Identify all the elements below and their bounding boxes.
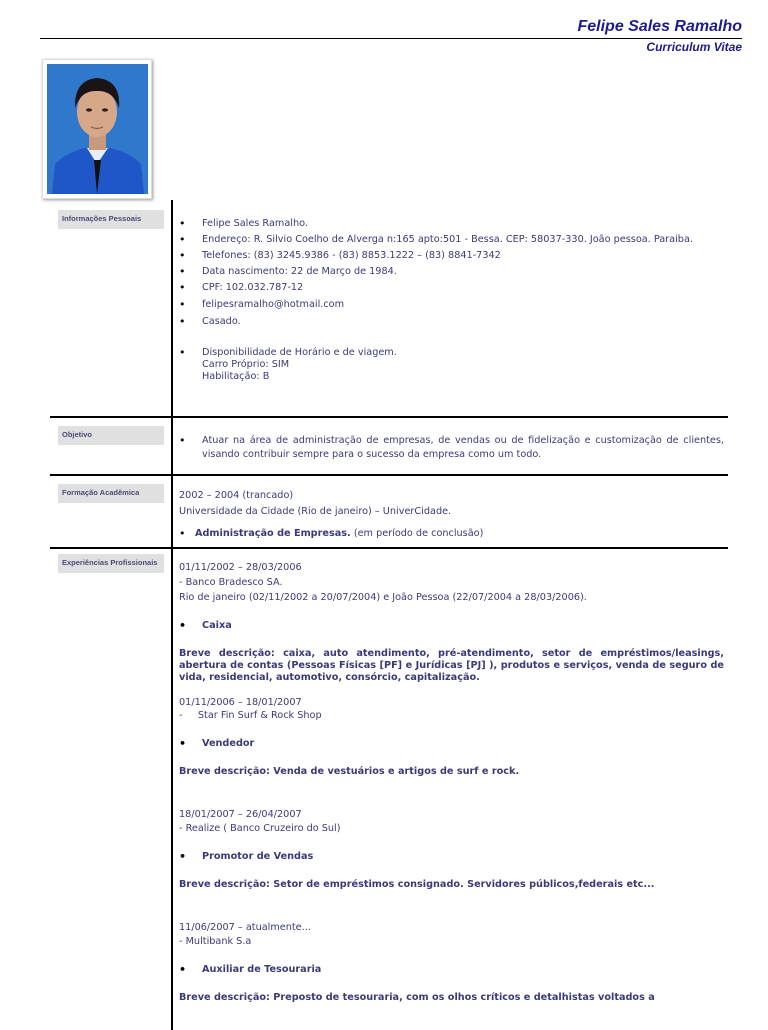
job-description: Breve descrição: Setor de empréstimos consignado. Servidores públicos,federais etc... (179, 879, 655, 890)
job-period: 18/01/2007 – 26/04/2007 (179, 809, 302, 820)
personal-email: • felipesramalho@hotmail.com (179, 299, 724, 311)
education-school: Universidade da Cidade (Rio de janeiro) – UniverCidade. (179, 506, 452, 517)
section-divider (50, 547, 728, 549)
personal-cpf: • CPF: 102.032.787-12 (179, 282, 724, 294)
vertical-divider (171, 200, 173, 1030)
resume-subtitle: Curriculum Vitae (646, 40, 742, 54)
job-role: • Promotor de Vendas (179, 851, 724, 863)
personal-info-section (179, 218, 724, 383)
license-line: Habilitação: B (202, 371, 270, 382)
personal-availability (179, 347, 724, 383)
experience-section (179, 562, 724, 1004)
job-company: - Multibank S.a (179, 936, 252, 947)
job-description: Breve descrição: Preposto de tesouraria, com os olhos críticos e detalhistas voltados a (179, 992, 655, 1003)
education-course-item (179, 528, 724, 540)
job-period: 01/11/2006 – 18/01/2007 (179, 697, 302, 708)
section-divider (50, 416, 728, 418)
section-label-experience: Experiências Profissionais (58, 554, 164, 573)
objective-section (179, 434, 724, 462)
personal-address: • Endereço: R. Silvio Coelho de Alverga n:165 apto:501 - Bessa. CEP: 58037-330. João pessoa. Paraiba. (179, 234, 724, 246)
personal-marital-status: • Casado. (179, 316, 724, 328)
availability-line: • Disponibilidade de Horário e de viagem. (202, 347, 397, 358)
section-label-education: Formação Acadêmica (58, 484, 164, 503)
job-role: • Vendedor (179, 738, 724, 750)
objective-text: • Atuar na área de administração de empresas, de vendas ou de fidelização e customização de clientes, visando contribuir sempre para o sucesso da empresa como um todo. (179, 434, 724, 462)
education-course: Administração de Empresas. (195, 528, 351, 539)
job-description: Breve descrição: caixa, auto atendimento, pré-atendimento, setor de empréstimos/leasings, abertura de contas (Pessoas Físicas [PF] e Jurídicas [PJ] ), produtos e serviços, venda de seguro de vida, residencial, automotivo, consórcio, capitalização. (179, 648, 724, 683)
education-section (179, 490, 724, 540)
personal-phones: • Telefones: (83) 3245.9386 - (83) 8853.1222 – (83) 8841-7342 (179, 250, 724, 262)
job-description: Breve descrição: Venda de vestuários e artigos de surf e rock. (179, 766, 520, 777)
resume-name: Felipe Sales Ramalho (577, 18, 742, 35)
section-divider (50, 474, 728, 476)
profile-photo (42, 59, 152, 199)
job-company: - Banco Bradesco SA. (179, 577, 283, 588)
job-role: • Caixa (179, 620, 724, 632)
header-divider (40, 38, 742, 39)
job-location: Rio de janeiro (02/11/2002 a 20/07/2004) e João Pessoa (22/07/2004 a 28/03/2006). (179, 592, 587, 603)
section-label-personal: Informações Pessoais (58, 210, 164, 229)
section-label-objective: Objetivo (58, 426, 164, 445)
personal-name: • Felipe Sales Ramalho. (179, 218, 724, 230)
job-role: • Auxiliar de Tesouraria (179, 964, 724, 976)
education-course-note: (em período de conclusão) (353, 528, 484, 539)
job-company: - Realize ( Banco Cruzeiro do Sul) (179, 823, 341, 834)
job-period: 11/06/2007 – atualmente... (179, 922, 311, 933)
education-period: 2002 – 2004 (trancado) (179, 490, 294, 501)
job-company: - Star Fin Surf & Rock Shop (179, 710, 322, 721)
job-period: 01/11/2002 – 28/03/2006 (179, 562, 302, 573)
personal-birthdate: • Data nascimento: 22 de Março de 1984. (179, 266, 724, 278)
car-line: Carro Próprio: SIM (202, 359, 290, 370)
